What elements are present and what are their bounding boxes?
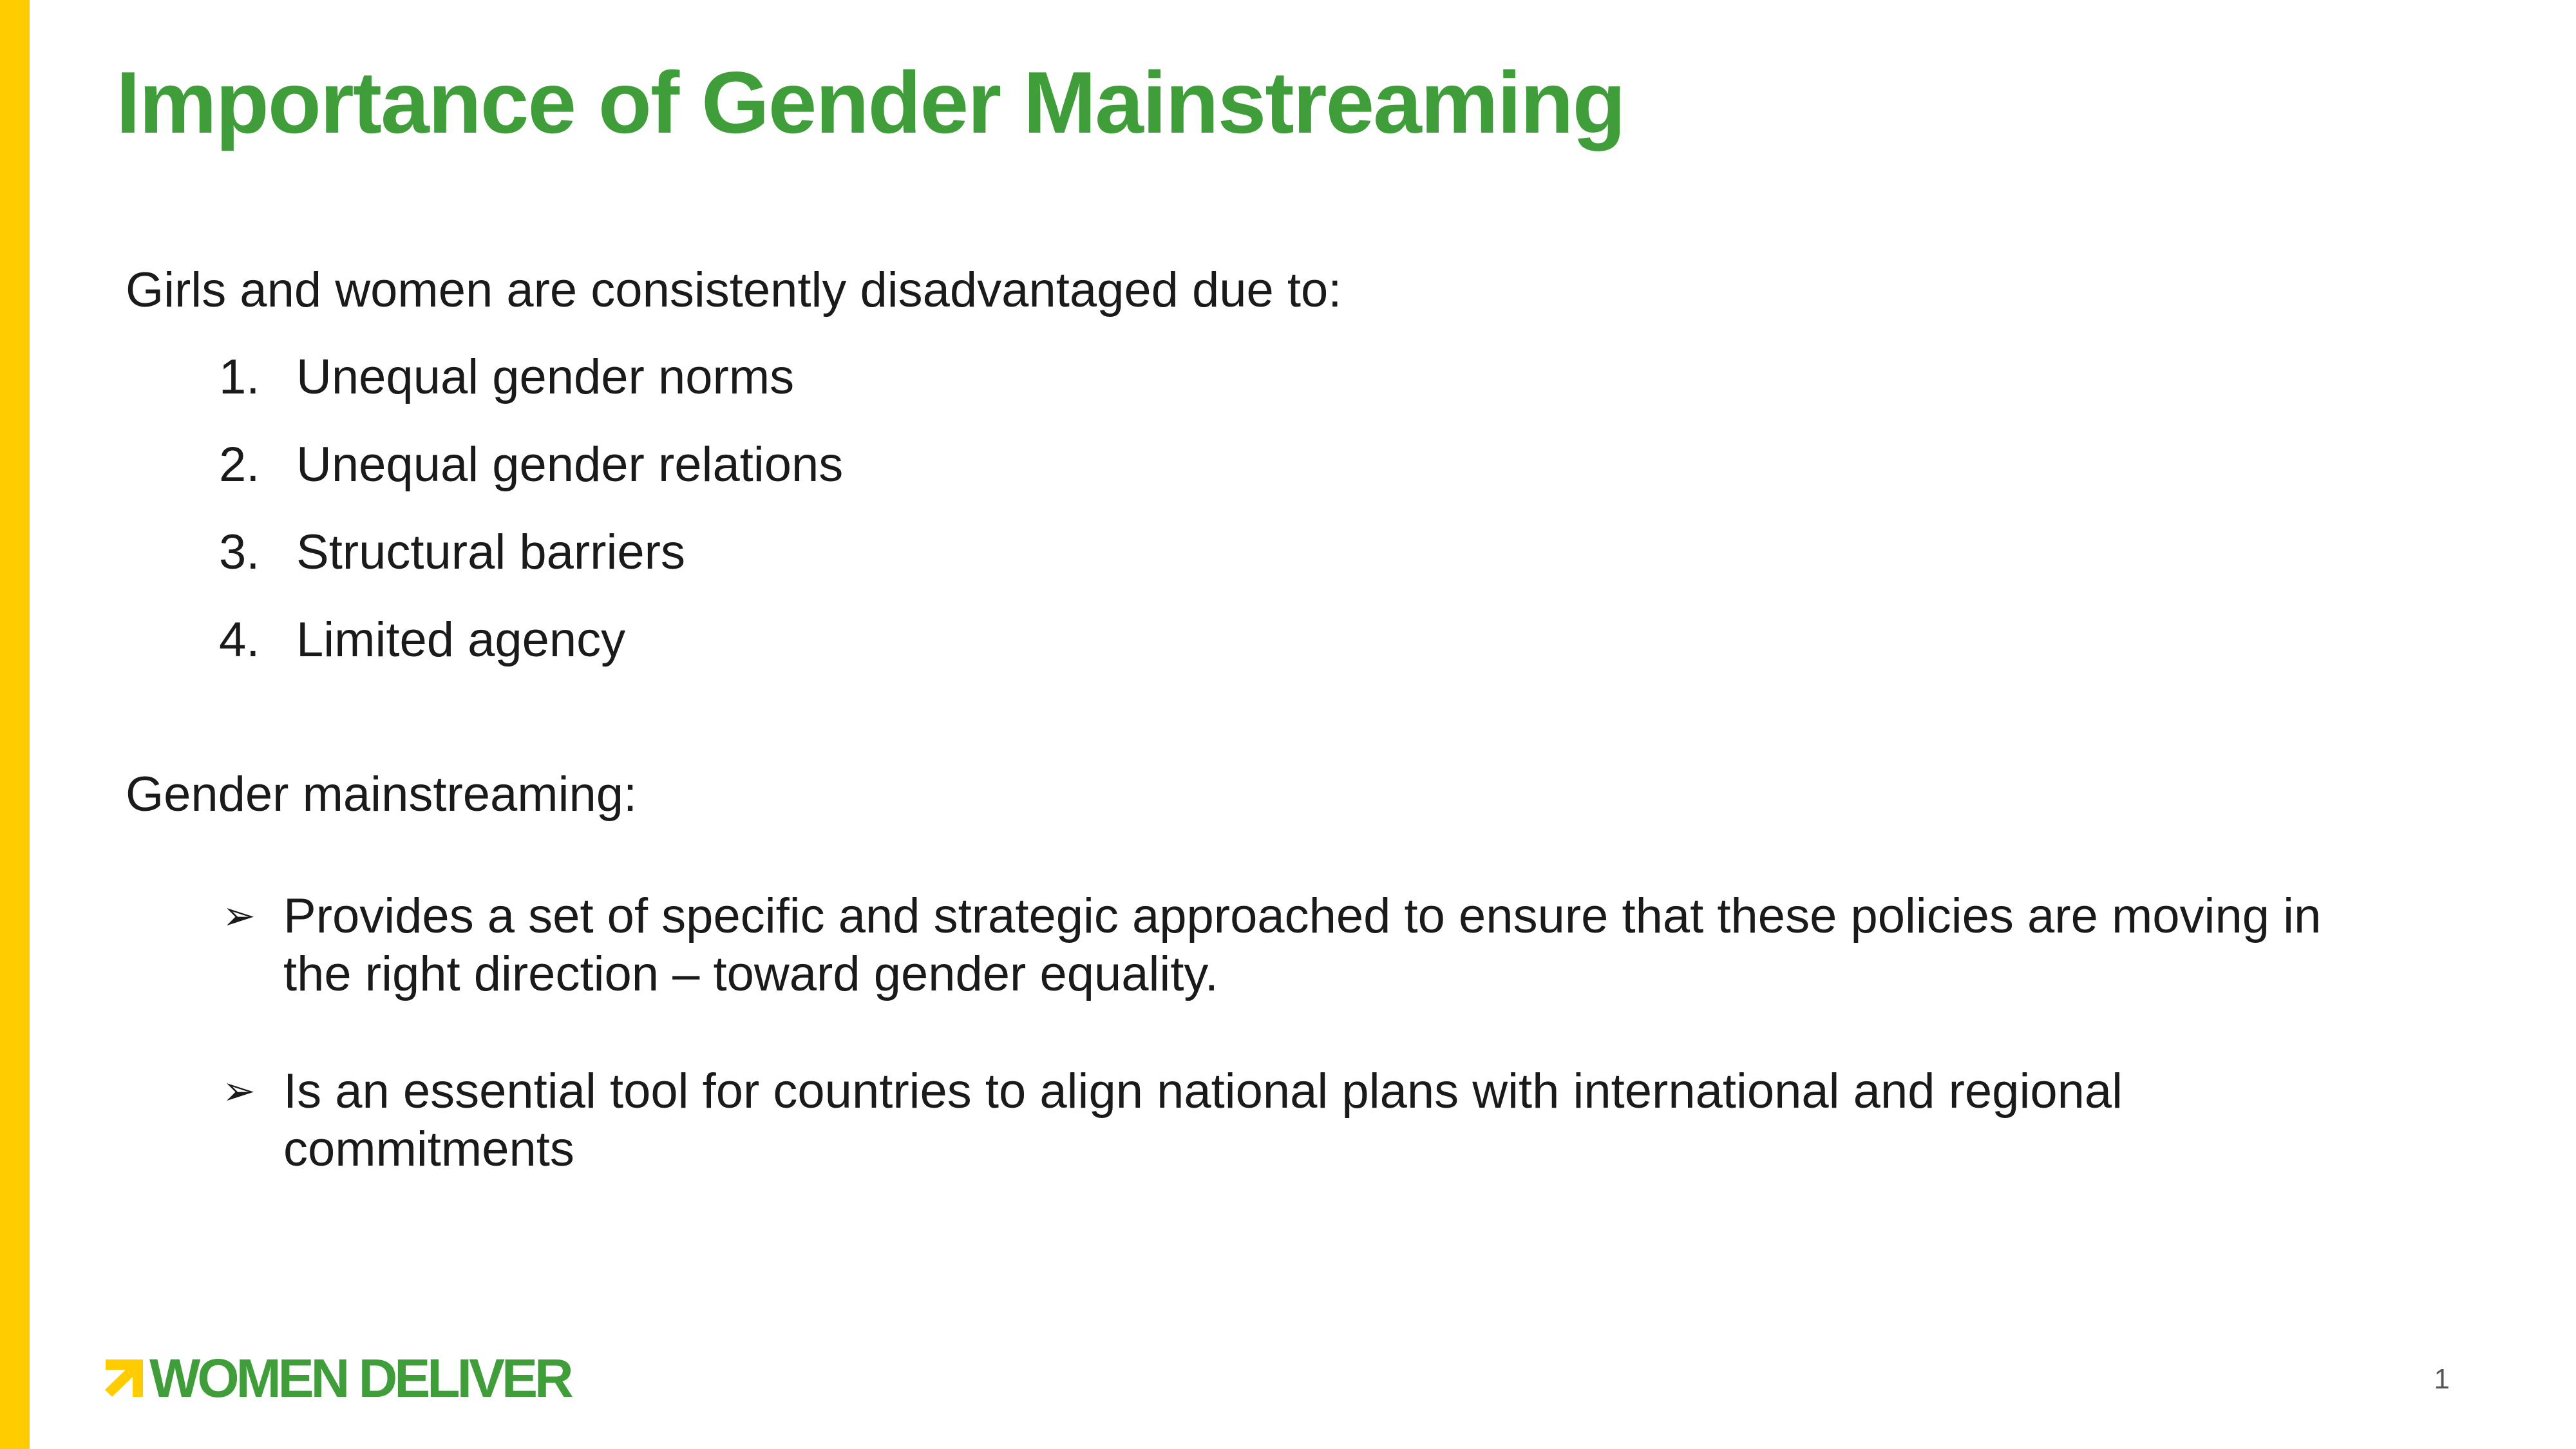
arrowhead-bullet-icon: ➢ xyxy=(222,1069,256,1113)
bullet-text: Is an essential tool for countries to align national plans with international and regional commitments xyxy=(283,1064,2123,1177)
list-item-number: 2. xyxy=(219,437,260,492)
intro-text: Girls and women are consistently disadvantaged due to: xyxy=(126,263,1342,317)
bullet-item xyxy=(222,1063,2347,1179)
bullet-item xyxy=(222,887,2347,1003)
list-item-text: Unequal gender relations xyxy=(296,437,844,492)
list-item-number: 1. xyxy=(219,350,260,404)
list-item-text: Limited agency xyxy=(296,612,626,667)
list-item-number: 4. xyxy=(219,612,260,667)
accent-bar xyxy=(0,0,30,1449)
logo-text: WOMEN DELIVER xyxy=(149,1348,571,1408)
list-item xyxy=(219,611,843,698)
slide-title: Importance of Gender Mainstreaming xyxy=(116,53,1625,151)
list-item-number: 3. xyxy=(219,525,260,580)
list-item-text: Unequal gender norms xyxy=(296,350,795,404)
bullet-text: Provides a set of specific and strategic approached to ensure that these policies are moving in the right direction – toward gender equality. xyxy=(283,889,2322,1001)
arrow-logo-icon xyxy=(103,1357,146,1399)
arrowhead-bullet-icon: ➢ xyxy=(222,894,256,938)
women-deliver-logo xyxy=(103,1348,571,1408)
page-number: 1 xyxy=(2434,1363,2450,1395)
list-item xyxy=(219,348,843,435)
list-item xyxy=(219,435,843,523)
section-label: Gender mainstreaming: xyxy=(126,767,638,822)
list-item-text: Structural barriers xyxy=(296,525,685,580)
numbered-list xyxy=(219,348,843,698)
list-item xyxy=(219,523,843,611)
